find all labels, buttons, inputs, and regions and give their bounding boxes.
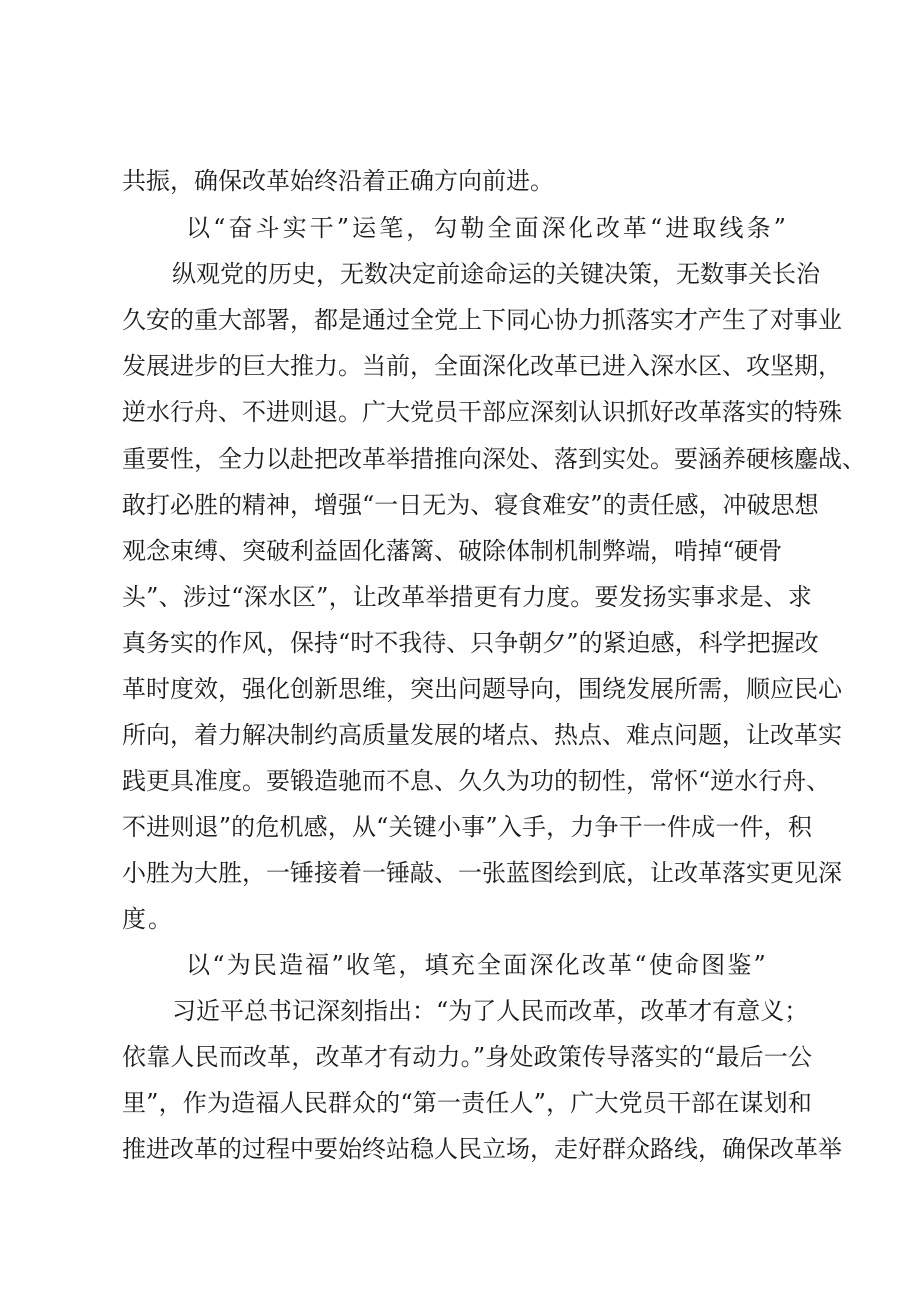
paragraph-line: 度。 xyxy=(122,905,172,933)
paragraph-line: 敢打必胜的精神，增强“一日无为、寝食难安”的责任感，冲破思想 xyxy=(122,491,819,519)
paragraph-line: 真务实的作风，保持“时不我待、只争朝夕”的紧迫感，科学把握改 xyxy=(122,629,819,657)
paragraph-line: 纵观党的历史，无数决定前途命运的关键决策，无数事关长治 xyxy=(172,260,820,288)
paragraph-line: 革时度效，强化创新思维，突出问题导向，围绕发展所需，顺应民心 xyxy=(122,675,842,703)
paragraph-line: 所向，着力解决制约高质量发展的堵点、热点、难点问题，让改革实 xyxy=(122,721,842,749)
paragraph-line: 小胜为大胜，一锤接着一锤敲、一张蓝图绘到底，让改革落实更见深 xyxy=(122,859,842,887)
section-heading-2: 以“为民造福”收笔，填充全面深化改革“使命图鉴” xyxy=(186,951,766,979)
paragraph-line: 头”、涉过“深水区”，让改革举措更有力度。要发扬实事求是、求 xyxy=(122,583,812,611)
paragraph-line: 推进改革的过程中要始终站稳人民立场，走好群众路线，确保改革举 xyxy=(122,1135,842,1163)
paragraph-line: 里”，作为造福人民群众的“第一责任人”，广大党员干部在谋划和 xyxy=(122,1089,812,1117)
paragraph-line: 习近平总书记深刻指出：“为了人民而改革，改革才有意义； xyxy=(172,997,809,1025)
section-heading-1: 以 “ 奋 斗 实 干 ” 运 笔 ， 勾 勒 全 面 深 化 改 革 “ 进 取 线 条 ” xyxy=(186,214,786,242)
paragraph-line: 逆水行舟、不进则退。广大党员干部应深刻认识抓好改革落实的特殊 xyxy=(122,398,842,426)
paragraph-line: 共振，确保改革始终沿着正确方向前进。 xyxy=(122,167,554,195)
paragraph-line: 践更具准度。要锻造驰而不息、久久为功的韧性，常怀“逆水行舟、 xyxy=(122,767,831,795)
paragraph-line: 观念束缚、突破利益固化藩篱、破除体制机制弊端，啃掉“硬骨 xyxy=(122,537,783,565)
paragraph-line: 久安的重大部署，都是通过全党上下同心协力抓落实才产生了对事业 xyxy=(122,306,842,334)
paragraph-line: 依靠人民而改革，改革才有动力。”身处政策传导落实的“最后一公 xyxy=(122,1043,812,1071)
paragraph-line: 不进则退”的危机感，从“关键小事”入手，力争干一件成一件，积 xyxy=(122,813,812,841)
paragraph-line: 重要性，全力以赴把改革举措推向深处、落到实处。要涵养硬核鏖战、 xyxy=(122,445,866,473)
paragraph-line: 发展进步的巨大推力。当前，全面深化改革已进入深水区、攻坚期， xyxy=(122,352,842,380)
